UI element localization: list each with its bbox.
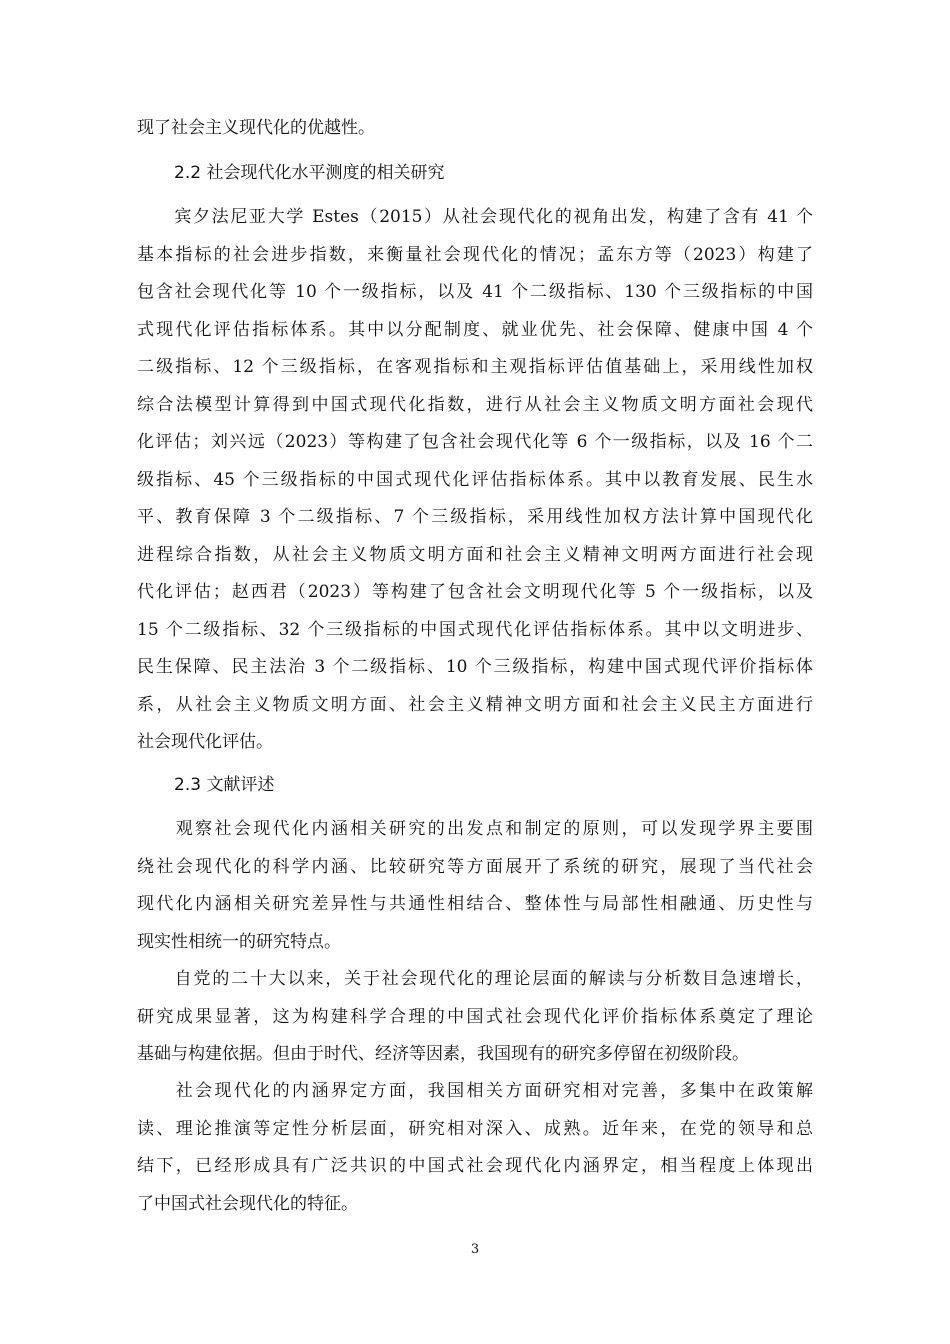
text-line: 基本指标的社会进步指数，来衡量社会现代化的情况；孟东方等（2023）构建了 bbox=[137, 244, 813, 265]
text-line: 读、理论推演等定性分析层面，研究相对深入、成熟。近年来，在党的领导和总 bbox=[137, 1118, 813, 1139]
section-heading-2-3: 2.3 文献评述 bbox=[174, 775, 275, 795]
text-line: 系，从社会主义物质文明方面、社会主义精神文明方面和社会主义民主方面进行 bbox=[137, 694, 813, 715]
text-line: 社会现代化评估。 bbox=[137, 732, 273, 752]
text-line: 化评估；刘兴远（2023）等构建了包含社会现代化等 6 个一级指标，以及 16 个二 bbox=[137, 432, 813, 452]
text-line: 式现代化评估指标体系。其中以分配制度、就业优先、社会保障、健康中国 4 个 bbox=[137, 319, 813, 340]
paragraph-continuation bbox=[137, 110, 813, 148]
text-line: 二级指标、12 个三级指标，在客观指标和主观指标评估值基础上，采用线性加权 bbox=[137, 357, 813, 377]
text-line: 自党的二十大以来，关于社会现代化的理论层面的解读与分析数目急速增长， bbox=[137, 969, 813, 989]
text-line: 基础与构建依据。但由于时代、经济等因素，我国现有的研究多停留在初级阶段。 bbox=[137, 1044, 749, 1064]
paragraph-literature-review-3 bbox=[137, 1073, 813, 1223]
section-heading-2-2: 2.2 社会现代化水平测度的相关研究 bbox=[174, 163, 445, 183]
text-line: 现了社会主义现代化的优越性。 bbox=[137, 118, 375, 138]
text-line: 现实性相统一的研究特点。 bbox=[137, 931, 341, 952]
page-number: 3 bbox=[470, 1242, 480, 1257]
text-line: 平、教育保障 3 个二级指标、7 个三级指标，采用线性加权方法计算中国现代化 bbox=[137, 507, 813, 527]
text-line: 级指标、45 个三级指标的中国式现代化评估指标体系。其中以教育发展、民生水 bbox=[137, 469, 813, 490]
text-line: 综合法模型计算得到中国式现代化指数，进行从社会主义物质文明方面社会现代 bbox=[137, 394, 813, 415]
text-line: 社会现代化的内涵界定方面，我国相关方面研究相对完善，多集中在政策解 bbox=[137, 1081, 813, 1101]
text-line: 包含社会现代化等 10 个一级指标，以及 41 个二级指标、130 个三级指标的中国 bbox=[137, 282, 813, 302]
paragraph-literature-review-1 bbox=[137, 811, 813, 961]
text-line: 进程综合指数，从社会主义物质文明方面和社会主义精神文明两方面进行社会现 bbox=[137, 544, 813, 565]
paragraph-literature-review-2 bbox=[137, 961, 813, 1074]
text-line: 现代化内涵相关研究差异性与共通性相结合、整体性与局部性相融通、历史性与 bbox=[137, 894, 813, 914]
text-line: 15 个二级指标、32 个三级指标的中国式现代化评估指标体系。其中以文明进步、 bbox=[137, 619, 813, 640]
text-line: 观察社会现代化内涵相关研究的出发点和制定的原则，可以发现学界主要围 bbox=[137, 819, 813, 839]
text-line: 代化评估；赵西君（2023）等构建了包含社会文明现代化等 5 个一级指标，以及 bbox=[137, 582, 813, 602]
text-line: 民生保障、民主法治 3 个二级指标、10 个三级指标，构建中国式现代评价指标体 bbox=[137, 657, 813, 677]
text-line: 结下，已经形成具有广泛共识的中国式社会现代化内涵界定，相当程度上体现出 bbox=[137, 1156, 813, 1176]
text-line: 绕社会现代化的科学内涵、比较研究等方面展开了系统的研究，展现了当代社会 bbox=[137, 856, 813, 877]
text-line: 研究成果显著，这为构建科学合理的中国式社会现代化评价指标体系奠定了理论 bbox=[137, 1006, 813, 1027]
text-line: 宾夕法尼亚大学 Estes（2015）从社会现代化的视角出发，构建了含有 41 个 bbox=[137, 207, 813, 227]
text-line: 了中国式社会现代化的特征。 bbox=[137, 1193, 358, 1214]
paragraph-measurement-research bbox=[137, 199, 813, 762]
